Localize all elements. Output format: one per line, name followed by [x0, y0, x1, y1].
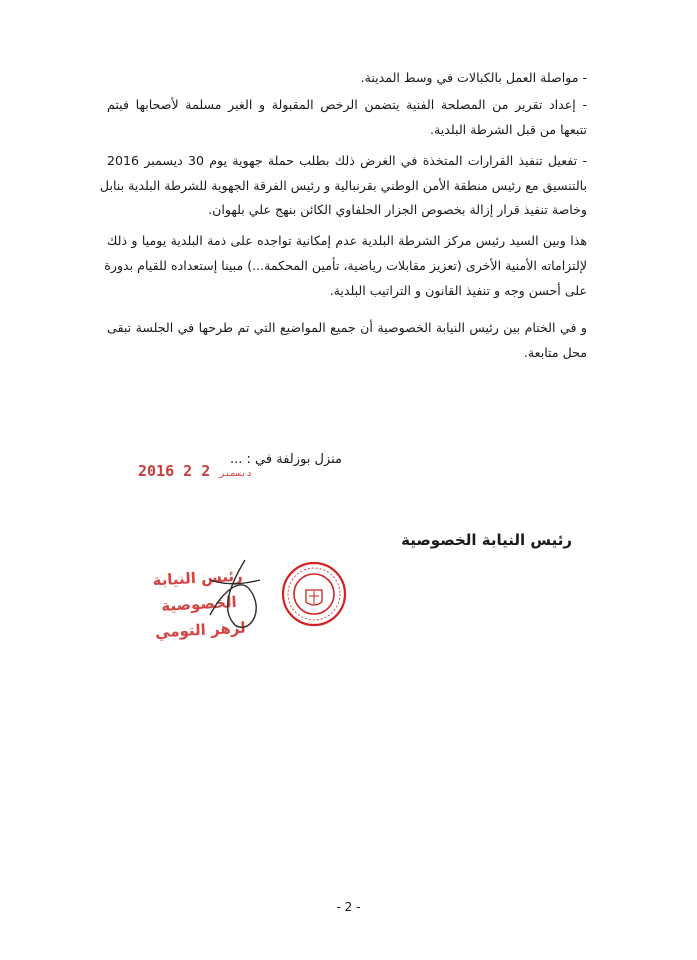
body-line-10: و في الختام بين رئيس النيابة الخصوصية أن جميع المواضيع التي تم طرحها في الجلسة تبقى	[107, 320, 587, 335]
date-stamp-day: 2 2	[183, 462, 211, 480]
body-line-8: لإلتزاماته الأمنية الأخرى (تعزيز مقابلات رياضية، تأمين المحكمة...) مبينا إستعداده للقيام بدورة	[104, 258, 587, 273]
page-number: - 2 -	[336, 900, 361, 914]
date-stamp-month: ديسمبر	[219, 469, 252, 479]
place-and-date-label: منزل بوزلفة في : ...	[230, 452, 342, 467]
body-line-9: على أحسن وجه و تنفيذ القانون و التراتيب البلدية.	[329, 283, 587, 298]
date-stamp-year: 2016	[138, 462, 175, 480]
body-line-5: بالتنسيق مع رئيس منطقة الأمن الوطني بقرنبالية و رئيس الفرقة الجهوية للشرطة البلدية بنابل	[99, 178, 587, 193]
signatory-title: رئيس النيابة الخصوصية	[401, 531, 572, 549]
body-line-3: تتبعها من قبل الشرطة البلدية.	[430, 122, 587, 137]
municipal-seal	[280, 560, 348, 628]
body-line-4: - تفعيل تنفيذ القرارات المتخذة في الغرض ذلك بطلب حملة جهوية يوم 30 ديسمبر 2016	[107, 153, 587, 168]
handwritten-signature	[150, 555, 300, 635]
date-stamp	[138, 462, 252, 480]
stamp-title-line: رئيس النيابة الخصوصية	[152, 566, 244, 615]
stamp-name-line: لزهر التومي	[154, 618, 247, 642]
body-line-11: محل متابعة.	[523, 345, 587, 360]
body-line-7: هذا وبين السيد رئيس مركز الشرطة البلدية عدم إمكانية تواجده على ذمة البلدية يوميا و ذلك	[107, 233, 587, 248]
body-line-2: - إعداد تقرير من المصلحة الفنية يتضمن الرخص المقبولة و الغير مسلمة لأصحابها فيتم	[107, 97, 587, 112]
body-line-1: - مواصلة العمل بالكبالات في وسط المدينة.	[360, 70, 587, 85]
body-line-6: وخاصة تنفيذ قرار إزالة بخصوص الجزار الحلفاوي الكائن بنهج علي بلهوان.	[208, 202, 587, 217]
